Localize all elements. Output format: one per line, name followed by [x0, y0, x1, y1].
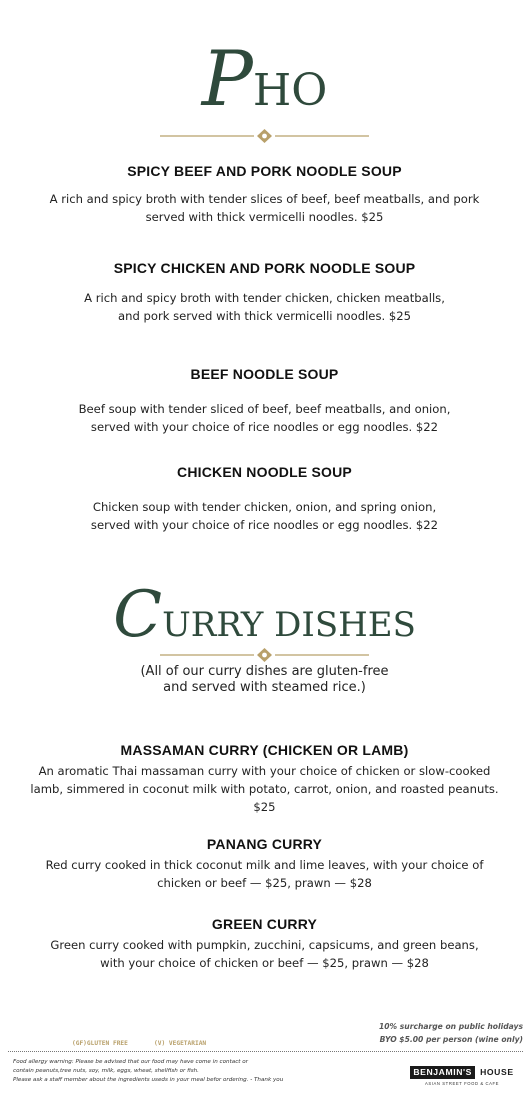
- curry-dish-1-desc-line1: An aromatic Thai massaman curry with your choice of chicken or slow-cooked: [38, 764, 491, 778]
- pho-section-title: [0, 34, 529, 124]
- curry-title-rest: URRY DISHES: [162, 605, 416, 645]
- curry-dish-3-desc-line1: Green curry cooked with pumpkin, zucchini, capsicums, and green beans,: [50, 938, 479, 952]
- pho-dish-4-desc-line2: served with your choice of rice noodles or egg noodles. $22: [90, 518, 439, 532]
- pho-dish-3-desc-line2: served with your choice of rice noodles or egg noodles. $22: [90, 420, 439, 434]
- pho-dish-1-desc-line2: served with thick vermicelli noodles. $25: [145, 210, 384, 224]
- allergy-warning-line3: Please ask a staff member about the ingredients useds in your meal befor ordering. - Thank you: [13, 1077, 284, 1083]
- brand-tagline: ASIAN STREET FOOD & CAFE: [424, 1081, 500, 1086]
- allergy-warning-line1: Food allergy warning: Please be advised that our food may have come in contact or: [13, 1059, 248, 1065]
- pho-divider-ornament: [160, 129, 369, 143]
- curry-title-initial: C: [113, 578, 163, 652]
- footer-dotted-separator: [8, 1051, 523, 1052]
- legend-vegetarian: (V) VEGETARIAN: [154, 1040, 207, 1047]
- curry-section-title: [0, 575, 529, 655]
- curry-note-line1: (All of our curry dishes are gluten-free: [140, 664, 389, 679]
- curry-divider-ornament: [160, 648, 369, 662]
- curry-dish-1-desc-line2: lamb, simmered in coconut milk with potato, carrot, onion, and roasted peanuts.: [30, 782, 499, 796]
- pho-dish-1-name: SPICY BEEF AND PORK NOODLE SOUP: [127, 163, 402, 179]
- curry-note-line2: and served with steamed rice.): [163, 680, 366, 695]
- byo-note: BYO $5.00 per person (wine only): [379, 1035, 523, 1044]
- curry-dish-2-desc-line1: Red curry cooked in thick coconut milk and lime leaves, with your choice of: [45, 858, 484, 872]
- pho-dish-4-desc-line1: Chicken soup with tender chicken, onion, and spring onion,: [92, 500, 437, 514]
- pho-dish-2-desc-line1: A rich and spicy broth with tender chicken, chicken meatballs,: [84, 291, 445, 305]
- brand-logo-box-text: BENJAMIN'S: [410, 1066, 475, 1079]
- curry-dish-3-desc-line2: with your choice of chicken or beef — $25, prawn — $28: [100, 956, 429, 970]
- pho-title-initial: P: [201, 34, 253, 123]
- brand-logo: [405, 1063, 519, 1086]
- pho-dish-4-name: CHICKEN NOODLE SOUP: [177, 464, 352, 480]
- pho-dish-3-desc-line1: Beef soup with tender sliced of beef, beef meatballs, and onion,: [78, 402, 451, 416]
- surcharge-note: 10% surcharge on public holidays: [378, 1022, 523, 1031]
- allergy-warning-line2: contain peanuts,tree nuts, soy, milk, eggs, wheat, shellfish or fish.: [13, 1068, 199, 1074]
- curry-dish-3-name: GREEN CURRY: [211, 916, 318, 932]
- pho-dish-3-name: BEEF NOODLE SOUP: [190, 366, 339, 382]
- brand-logo-text: HOUSE: [480, 1067, 514, 1077]
- curry-dish-2-name: PANANG CURRY: [206, 836, 323, 852]
- legend-gluten-free: (GF)GLUTEN FREE: [72, 1040, 128, 1047]
- curry-dish-1-desc-line3: $25: [253, 800, 276, 814]
- pho-title-rest: HO: [252, 65, 328, 116]
- curry-dish-2-desc-line2: chicken or beef — $25, prawn — $28: [157, 876, 372, 890]
- pho-dish-2-desc-line2: and pork served with thick vermicelli noodles. $25: [118, 309, 411, 323]
- curry-dish-1-name: MASSAMAN CURRY (CHICKEN OR LAMB): [120, 742, 409, 758]
- pho-dish-1-desc-line1: A rich and spicy broth with tender slices of beef, beef meatballs, and pork: [49, 192, 480, 206]
- pho-dish-2-name: SPICY CHICKEN AND PORK NOODLE SOUP: [113, 260, 416, 276]
